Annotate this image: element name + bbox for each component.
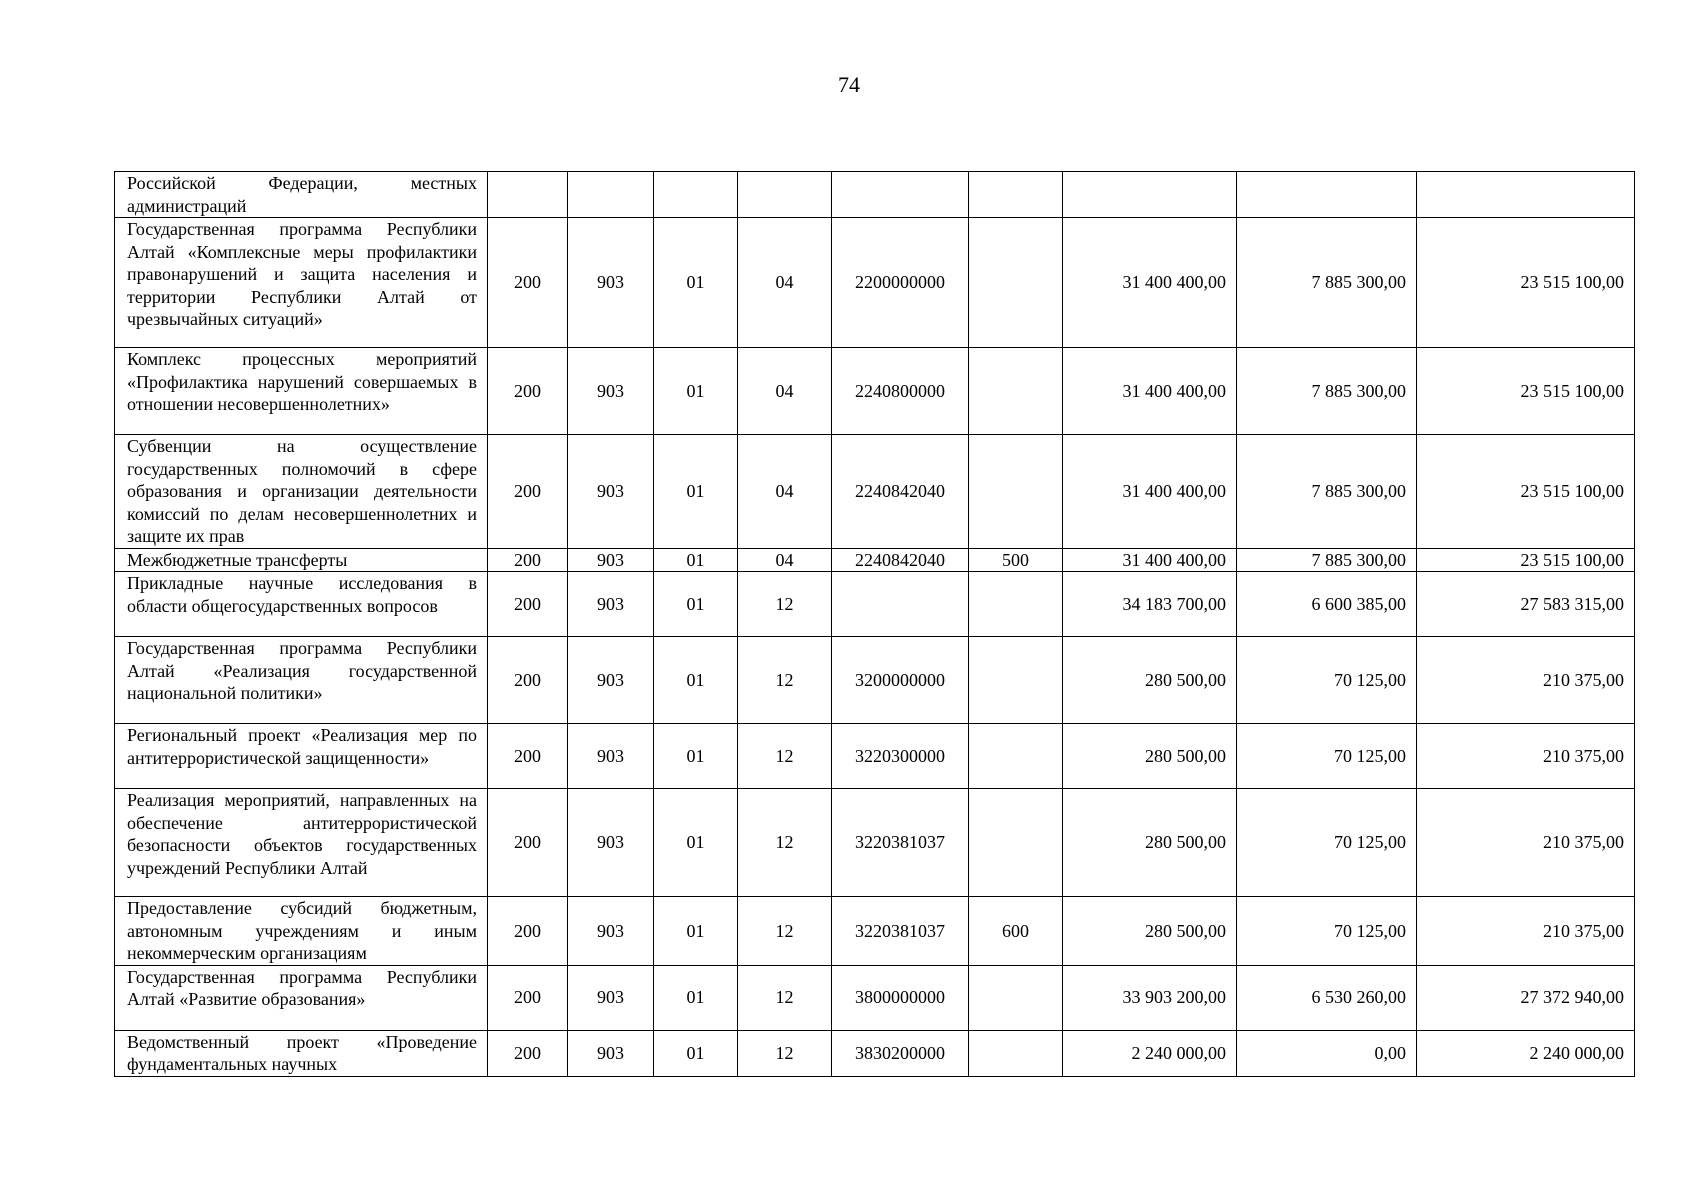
cell-amount-3: 27 372 940,00 bbox=[1417, 965, 1635, 1030]
cell-code-pr: 12 bbox=[738, 789, 832, 897]
cell-amount-3: 23 515 100,00 bbox=[1417, 435, 1635, 549]
table-row bbox=[115, 897, 1635, 966]
cell-code-pr: 04 bbox=[738, 348, 832, 435]
table-row bbox=[115, 637, 1635, 724]
cell-code-pr: 12 bbox=[738, 1030, 832, 1076]
cell-code-pr: 04 bbox=[738, 218, 832, 348]
cell-code-csr bbox=[832, 172, 969, 218]
cell-code-csr: 2240842040 bbox=[832, 548, 969, 572]
cell-code-csr: 2200000000 bbox=[832, 218, 969, 348]
cell-code-pr: 12 bbox=[738, 637, 832, 724]
table-row bbox=[115, 435, 1635, 549]
cell-code-rz: 01 bbox=[654, 1030, 738, 1076]
cell-code-ved bbox=[568, 172, 654, 218]
cell-code-pr: 04 bbox=[738, 548, 832, 572]
cell-code-vr bbox=[969, 172, 1063, 218]
cell-row-name: Реализация мероприятий, направленных на обеспечение антитеррористической безопасности объектов государственных учреждений Республики Алтай bbox=[115, 789, 488, 897]
cell-code-gl bbox=[488, 172, 568, 218]
budget-table-body bbox=[115, 172, 1635, 1077]
cell-amount-1: 34 183 700,00 bbox=[1063, 572, 1237, 637]
cell-amount-1: 280 500,00 bbox=[1063, 724, 1237, 789]
cell-amount-2: 7 885 300,00 bbox=[1237, 548, 1417, 572]
cell-amount-3: 23 515 100,00 bbox=[1417, 548, 1635, 572]
cell-code-csr: 2240842040 bbox=[832, 435, 969, 549]
cell-row-name: Межбюджетные трансферты bbox=[115, 548, 488, 572]
cell-code-ved: 903 bbox=[568, 897, 654, 966]
cell-amount-2: 70 125,00 bbox=[1237, 637, 1417, 724]
cell-code-vr bbox=[969, 724, 1063, 789]
cell-amount-2: 70 125,00 bbox=[1237, 789, 1417, 897]
cell-amount-3: 27 583 315,00 bbox=[1417, 572, 1635, 637]
page-number: 74 bbox=[838, 72, 860, 97]
cell-amount-3 bbox=[1417, 172, 1635, 218]
table-row bbox=[115, 572, 1635, 637]
cell-amount-1 bbox=[1063, 172, 1237, 218]
cell-code-vr bbox=[969, 435, 1063, 549]
cell-code-rz bbox=[654, 172, 738, 218]
cell-code-rz: 01 bbox=[654, 789, 738, 897]
cell-code-gl: 200 bbox=[488, 724, 568, 789]
cell-code-rz: 01 bbox=[654, 348, 738, 435]
cell-code-pr: 04 bbox=[738, 435, 832, 549]
cell-code-gl: 200 bbox=[488, 435, 568, 549]
table-row bbox=[115, 789, 1635, 897]
cell-code-csr: 3200000000 bbox=[832, 637, 969, 724]
cell-code-gl: 200 bbox=[488, 637, 568, 724]
cell-code-vr bbox=[969, 572, 1063, 637]
cell-amount-3: 23 515 100,00 bbox=[1417, 218, 1635, 348]
cell-amount-1: 280 500,00 bbox=[1063, 897, 1237, 966]
cell-row-name: Ведомственный проект «Проведение фундаментальных научных bbox=[115, 1030, 488, 1076]
cell-amount-3: 210 375,00 bbox=[1417, 724, 1635, 789]
cell-code-ved: 903 bbox=[568, 348, 654, 435]
cell-code-csr: 3220300000 bbox=[832, 724, 969, 789]
cell-code-gl: 200 bbox=[488, 965, 568, 1030]
cell-row-name: Региональный проект «Реализация мер по антитеррористической защищенности» bbox=[115, 724, 488, 789]
cell-code-vr bbox=[969, 965, 1063, 1030]
cell-amount-1: 31 400 400,00 bbox=[1063, 435, 1237, 549]
cell-code-vr bbox=[969, 789, 1063, 897]
cell-code-ved: 903 bbox=[568, 965, 654, 1030]
cell-code-vr bbox=[969, 1030, 1063, 1076]
cell-code-rz: 01 bbox=[654, 965, 738, 1030]
cell-code-rz: 01 bbox=[654, 435, 738, 549]
cell-code-rz: 01 bbox=[654, 572, 738, 637]
cell-amount-3: 210 375,00 bbox=[1417, 637, 1635, 724]
cell-code-ved: 903 bbox=[568, 789, 654, 897]
cell-amount-1: 280 500,00 bbox=[1063, 789, 1237, 897]
cell-amount-2: 70 125,00 bbox=[1237, 724, 1417, 789]
cell-amount-2: 7 885 300,00 bbox=[1237, 218, 1417, 348]
cell-code-rz: 01 bbox=[654, 548, 738, 572]
cell-code-ved: 903 bbox=[568, 724, 654, 789]
cell-code-rz: 01 bbox=[654, 218, 738, 348]
cell-code-pr: 12 bbox=[738, 897, 832, 966]
cell-code-gl: 200 bbox=[488, 348, 568, 435]
cell-row-name: Субвенции на осуществление государственных полномочий в сфере образования и организации деятельности комиссий по делам несовершеннолетних и защите их прав bbox=[115, 435, 488, 549]
cell-amount-1: 31 400 400,00 bbox=[1063, 218, 1237, 348]
cell-code-ved: 903 bbox=[568, 548, 654, 572]
cell-code-pr: 12 bbox=[738, 724, 832, 789]
cell-code-csr: 3830200000 bbox=[832, 1030, 969, 1076]
cell-amount-2: 0,00 bbox=[1237, 1030, 1417, 1076]
cell-row-name: Прикладные научные исследования в области общегосударственных вопросов bbox=[115, 572, 488, 637]
cell-amount-2 bbox=[1237, 172, 1417, 218]
cell-row-name: Предоставление субсидий бюджетным, автономным учреждениям и иным некоммерческим организациям bbox=[115, 897, 488, 966]
cell-code-ved: 903 bbox=[568, 435, 654, 549]
cell-amount-1: 31 400 400,00 bbox=[1063, 348, 1237, 435]
cell-row-name: Российской Федерации, местных администраций bbox=[115, 172, 488, 218]
cell-code-rz: 01 bbox=[654, 897, 738, 966]
cell-code-pr: 12 bbox=[738, 572, 832, 637]
cell-code-vr: 600 bbox=[969, 897, 1063, 966]
cell-amount-1: 280 500,00 bbox=[1063, 637, 1237, 724]
cell-code-csr bbox=[832, 572, 969, 637]
table-row bbox=[115, 965, 1635, 1030]
cell-amount-2: 7 885 300,00 bbox=[1237, 435, 1417, 549]
cell-code-ved: 903 bbox=[568, 637, 654, 724]
cell-amount-1: 2 240 000,00 bbox=[1063, 1030, 1237, 1076]
cell-code-csr: 2240800000 bbox=[832, 348, 969, 435]
table-row bbox=[115, 724, 1635, 789]
budget-table bbox=[114, 171, 1635, 1077]
cell-code-gl: 200 bbox=[488, 218, 568, 348]
cell-row-name: Государственная программа Республики Алтай «Развитие образования» bbox=[115, 965, 488, 1030]
cell-code-csr: 3220381037 bbox=[832, 789, 969, 897]
cell-row-name: Государственная программа Республики Алтай «Комплексные меры профилактики правонарушений и защита населения и территории Республики Алтай от чрезвычайных ситуаций» bbox=[115, 218, 488, 348]
cell-code-vr: 500 bbox=[969, 548, 1063, 572]
cell-code-csr: 3800000000 bbox=[832, 965, 969, 1030]
cell-code-vr bbox=[969, 218, 1063, 348]
cell-code-gl: 200 bbox=[488, 548, 568, 572]
table-row bbox=[115, 172, 1635, 218]
cell-amount-2: 70 125,00 bbox=[1237, 897, 1417, 966]
cell-code-ved: 903 bbox=[568, 1030, 654, 1076]
cell-code-gl: 200 bbox=[488, 897, 568, 966]
cell-amount-3: 210 375,00 bbox=[1417, 897, 1635, 966]
cell-amount-2: 6 530 260,00 bbox=[1237, 965, 1417, 1030]
cell-code-vr bbox=[969, 637, 1063, 724]
table-row bbox=[115, 348, 1635, 435]
cell-code-rz: 01 bbox=[654, 724, 738, 789]
cell-code-ved: 903 bbox=[568, 572, 654, 637]
cell-amount-2: 6 600 385,00 bbox=[1237, 572, 1417, 637]
cell-row-name: Комплекс процессных мероприятий «Профилактика нарушений совершаемых в отношении несовершеннолетних» bbox=[115, 348, 488, 435]
table-row bbox=[115, 1030, 1635, 1076]
cell-code-rz: 01 bbox=[654, 637, 738, 724]
cell-code-csr: 3220381037 bbox=[832, 897, 969, 966]
cell-amount-3: 210 375,00 bbox=[1417, 789, 1635, 897]
cell-code-gl: 200 bbox=[488, 789, 568, 897]
cell-code-gl: 200 bbox=[488, 1030, 568, 1076]
cell-amount-1: 31 400 400,00 bbox=[1063, 548, 1237, 572]
cell-amount-2: 7 885 300,00 bbox=[1237, 348, 1417, 435]
cell-code-vr bbox=[969, 348, 1063, 435]
cell-code-pr: 12 bbox=[738, 965, 832, 1030]
cell-amount-3: 23 515 100,00 bbox=[1417, 348, 1635, 435]
table-row bbox=[115, 218, 1635, 348]
cell-code-ved: 903 bbox=[568, 218, 654, 348]
cell-amount-1: 33 903 200,00 bbox=[1063, 965, 1237, 1030]
cell-code-gl: 200 bbox=[488, 572, 568, 637]
table-row bbox=[115, 548, 1635, 572]
cell-code-pr bbox=[738, 172, 832, 218]
cell-amount-3: 2 240 000,00 bbox=[1417, 1030, 1635, 1076]
cell-row-name: Государственная программа Республики Алтай «Реализация государственной национальной политики» bbox=[115, 637, 488, 724]
